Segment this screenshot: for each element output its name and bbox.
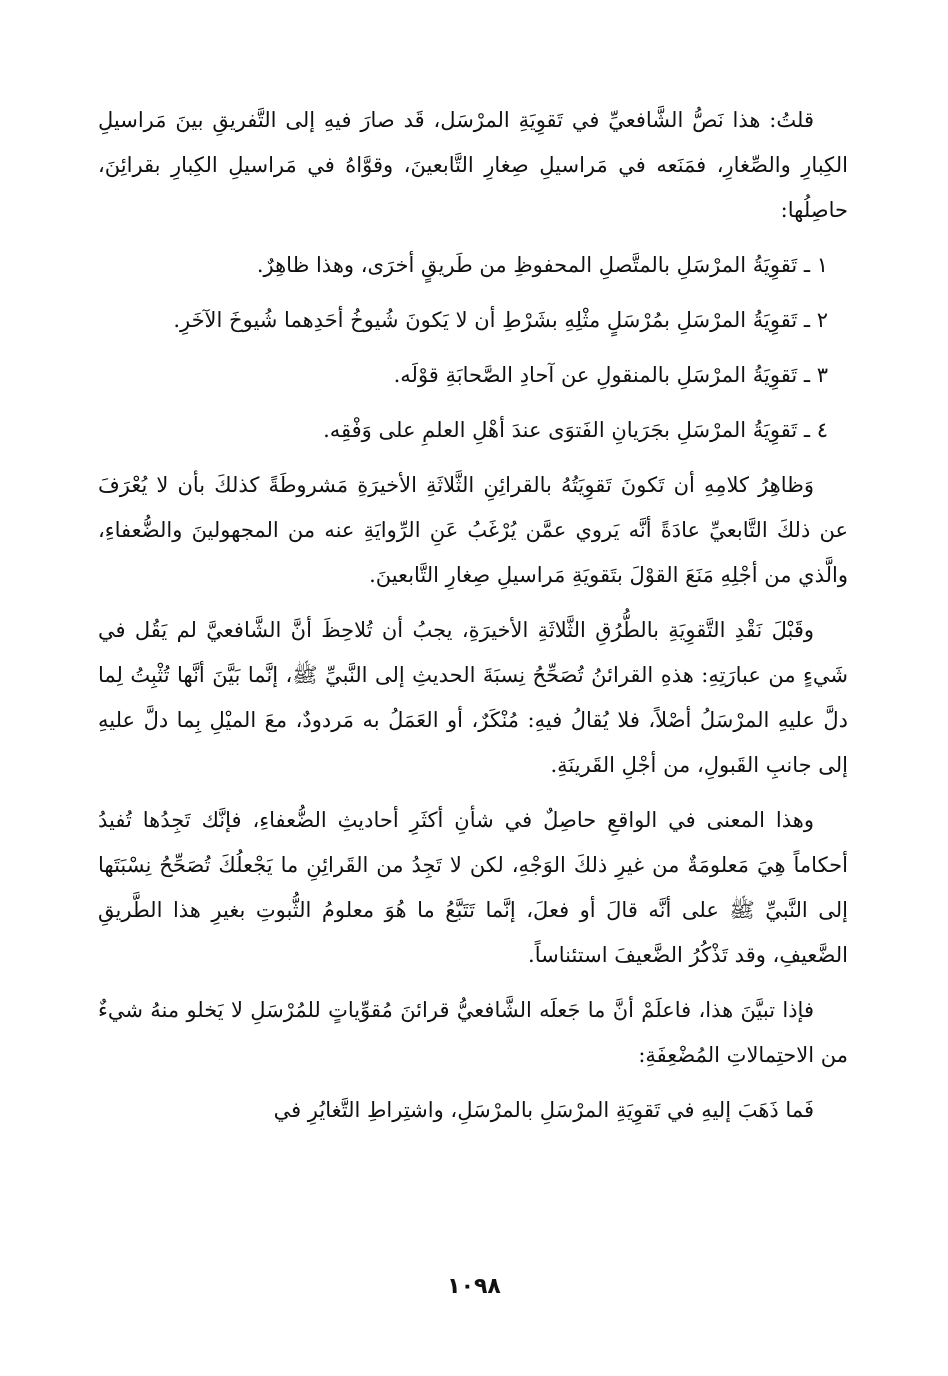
body-text	[98, 98, 848, 1133]
paragraph-apparent-meaning: وَظاهِرُ كلامِهِ أن تَكونَ تَقوِيَتُهُ بالقرائِنِ الثَّلاثَةِ الأخيرَةِ مَشروطَةً كذلكَ بأن لا يُعْرَفَ عن ذلكَ التَّابعيِّ عادَةً أنَّه يَروي عمَّن يُرْغَبُ عَنِ الرِّوايَةِ عنه من المجهولينَ والضُّعفاءِ، والَّذي من أجْلِهِ مَنَعَ القوْلَ بتَقويَةِ مَراسيلِ صِغارِ التَّابعينَ.	[98, 473, 848, 587]
paragraph-before-critique: وقَبْلَ نَقْدِ التَّقوِيَةِ بالطُّرُقِ الثَّلاثَةِ الأخيرَةِ، يجبُ أن تُلاحِظَ أنَّ الشَّافعيَّ لم يَقُل في شَيءٍ من عبارَتِهِ: هذهِ القرائنُ تُصَحِّحُ نِسبَةَ الحديثِ إلى النَّبيِّ ﷺ، إنَّما بَيَّنَ أنَّها تُثْبِتُ لِما دلَّ عليهِ المرْسَلُ أصْلاً، فلا يُقالُ فيهِ: مُنْكَرٌ، أو العَمَلُ به مَردودٌ، معَ الميْلِ بِما دلَّ عليهِ إلى جانبِ القَبولِ، من أجْلِ القَرينَةِ.	[98, 618, 848, 777]
page-number: ١٠٩٨	[447, 1274, 501, 1299]
paragraph-conclusion: فإذا تبيَّنَ هذا، فاعلَمْ أنَّ ما جَعلَه الشَّافعيُّ قرائنَ مُقوِّياتٍ للمُرْسَلِ لا يَخلو منهُ شيءٌ من الاحتِمالاتِ المُضْعِفَةِ:	[98, 998, 848, 1067]
list-item-4: ٤ ـ تَقوِيَةُ المرْسَلِ بجَرَيانِ الفَتوَى عندَ أهْلِ العلمِ على وَفْقِه.	[323, 418, 828, 442]
list-item-3: ٣ ـ تَقوِيَةُ المرْسَلِ بالمنقولِ عن آحادِ الصَّحابَةِ قوْلَه.	[393, 363, 828, 387]
list-item-1: ١ ـ تَقوِيَةُ المرْسَلِ بالمتَّصلِ المحفوظِ من طَريقٍ أخرَى، وهذا ظاهِرٌ.	[256, 253, 828, 277]
paragraph-continuation: فَما ذَهَبَ إليهِ في تَقوِيَةِ المرْسَلِ بالمرْسَلِ، واشتِراطِ التَّغايُرِ في	[273, 1098, 814, 1122]
paragraph-weak-narrators: وهذا المعنى في الواقعِ حاصِلٌ في شأنِ أكثَرِ أحاديثِ الضُّعفاءِ، فإنَّك تَجِدُها تُفيدُ أحكاماً هِيَ مَعلومَةٌ من غيرِ ذلكَ الوَجْهِ، لكن لا تَجِدُ من القَرائِنِ ما يَجْعلُكَ تُصَحِّحُ نِسْبَتَها إلى النَّبيِّ ﷺ على أنَّه قالَ أو فعلَ، إنَّما تَتَبَّعُ ما هُوَ معلومُ الثُّبوتِ بغيرِ هذا الطَّريقِ الضَّعيفِ، وقد تَذْكُرُ الضَّعيفَ استئناساً.	[98, 808, 848, 967]
list-item-2: ٢ ـ تَقوِيَةُ المرْسَلِ بمُرْسَلٍ مثْلِهِ بشَرْطِ أن لا يَكونَ شُيوخُ أحَدِهما شُيوخَ الآخَرِ.	[173, 308, 828, 332]
paragraph-intro: قلتُ: هذا نَصُّ الشَّافعيِّ في تَقوِيَةِ المرْسَل، قَد صارَ فيهِ إلى التَّفريقِ بينَ مَراسيلِ الكِبارِ والصِّغارِ، فمَنَعه في مَراسيلِ صِغارِ التَّابعينَ، وقوَّاهُ في مَراسيلِ الكِبارِ بقرائِنَ، حاصِلُها:	[98, 108, 848, 222]
